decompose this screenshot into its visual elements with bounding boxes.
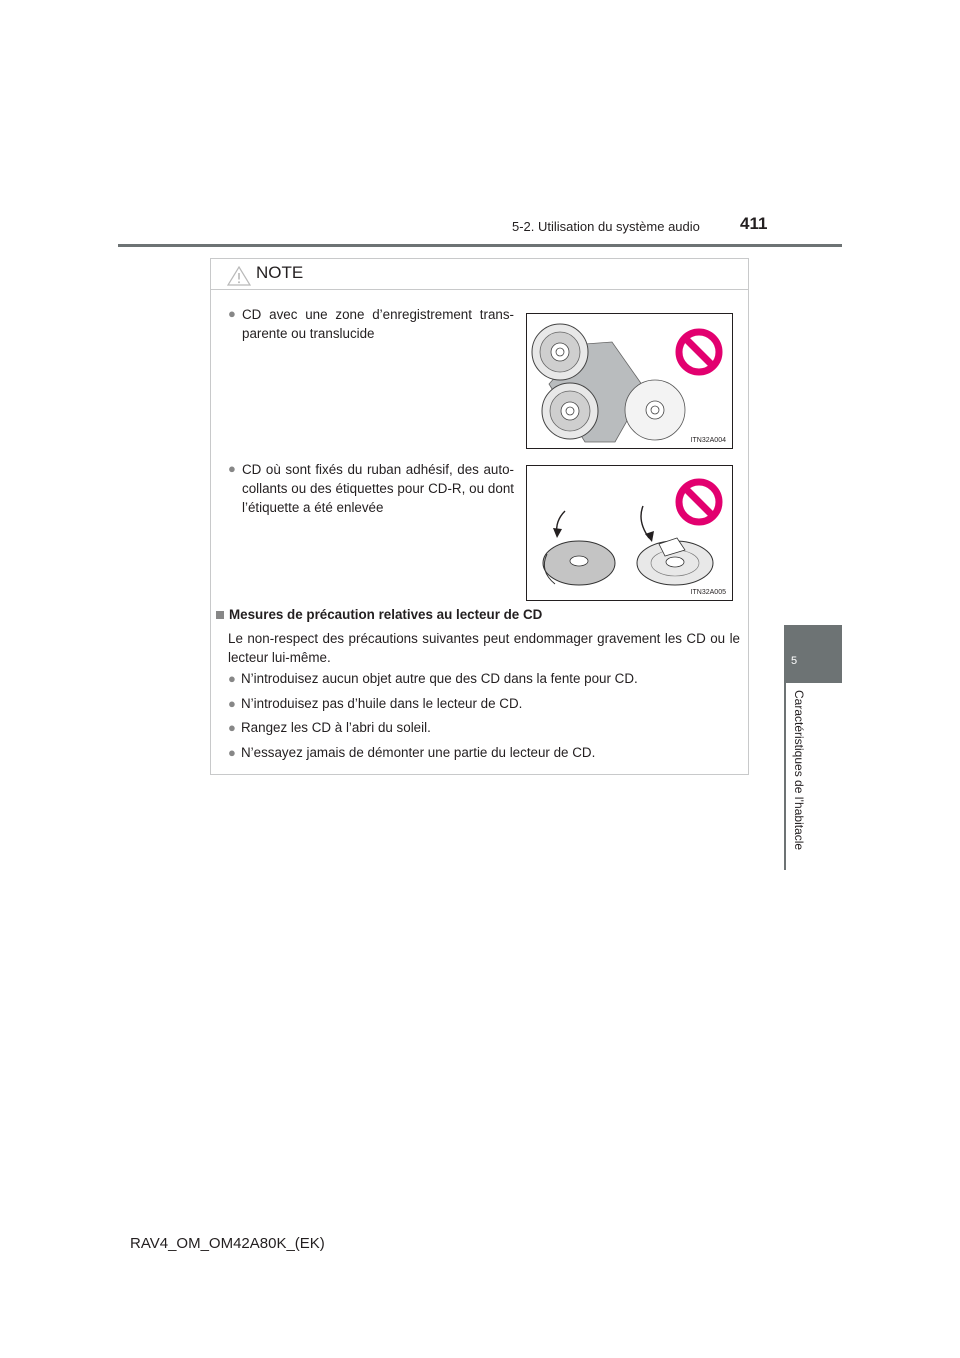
- list-item: N’introduisez pas d’huile dans le lecteur de CD.: [241, 696, 523, 711]
- header-section-title: 5-2. Utilisation du système audio: [512, 219, 700, 234]
- note-title: NOTE: [256, 263, 304, 282]
- list-item: N’essayez jamais de démonter une partie du lecteur de CD.: [241, 745, 596, 760]
- page-number: 411: [740, 214, 768, 233]
- transparent-cd-illustration: [527, 314, 732, 448]
- chapter-title: Caractéristiques de l’habitacle: [792, 690, 806, 851]
- note-header: [211, 259, 748, 290]
- header-rule: [118, 244, 842, 247]
- bullet-dot: ●: [228, 745, 236, 760]
- figure-labeled-cd: [526, 465, 733, 601]
- labeled-cd-illustration: [527, 466, 732, 600]
- square-bullet: [216, 611, 224, 619]
- list-item: Rangez les CD à l’abri du soleil.: [241, 720, 431, 735]
- note-item-1-text: CD avec une zone d’enregistrement trans-parente ou translucide: [242, 307, 514, 341]
- prohibition-icon: [679, 482, 719, 522]
- figure-transparent-cd: [526, 313, 733, 449]
- chapter-number: 5: [790, 655, 798, 667]
- section-paragraph: Le non-respect des précautions suivantes peut endommager gravement les CD ou le lecteur lui-même.: [228, 631, 740, 665]
- footer-doc-code: RAV4_OM_OM42A80K_(EK): [130, 1235, 325, 1252]
- bullet-dot: ●: [228, 306, 236, 321]
- figure-code: ITN32A004: [690, 437, 726, 444]
- bullet-dot: ●: [228, 461, 236, 476]
- bullet-dot: ●: [228, 671, 236, 686]
- prohibition-icon: [679, 332, 719, 372]
- section-heading: Mesures de précaution relatives au lecteur de CD: [229, 607, 543, 622]
- figure-code: ITN32A005: [690, 589, 726, 596]
- bullet-dot: ●: [228, 720, 236, 735]
- chapter-tab: [784, 625, 842, 683]
- note-box: [210, 258, 749, 775]
- list-item: N’introduisez aucun objet autre que des CD dans la fente pour CD.: [241, 671, 638, 686]
- warning-triangle-icon: [227, 266, 251, 286]
- note-item-2-text: CD où sont fixés du ruban adhésif, des auto-collants ou des étiquettes pour CD-R, ou dont l’étiquette a été enlevée: [242, 462, 514, 515]
- bullet-dot: ●: [228, 696, 236, 711]
